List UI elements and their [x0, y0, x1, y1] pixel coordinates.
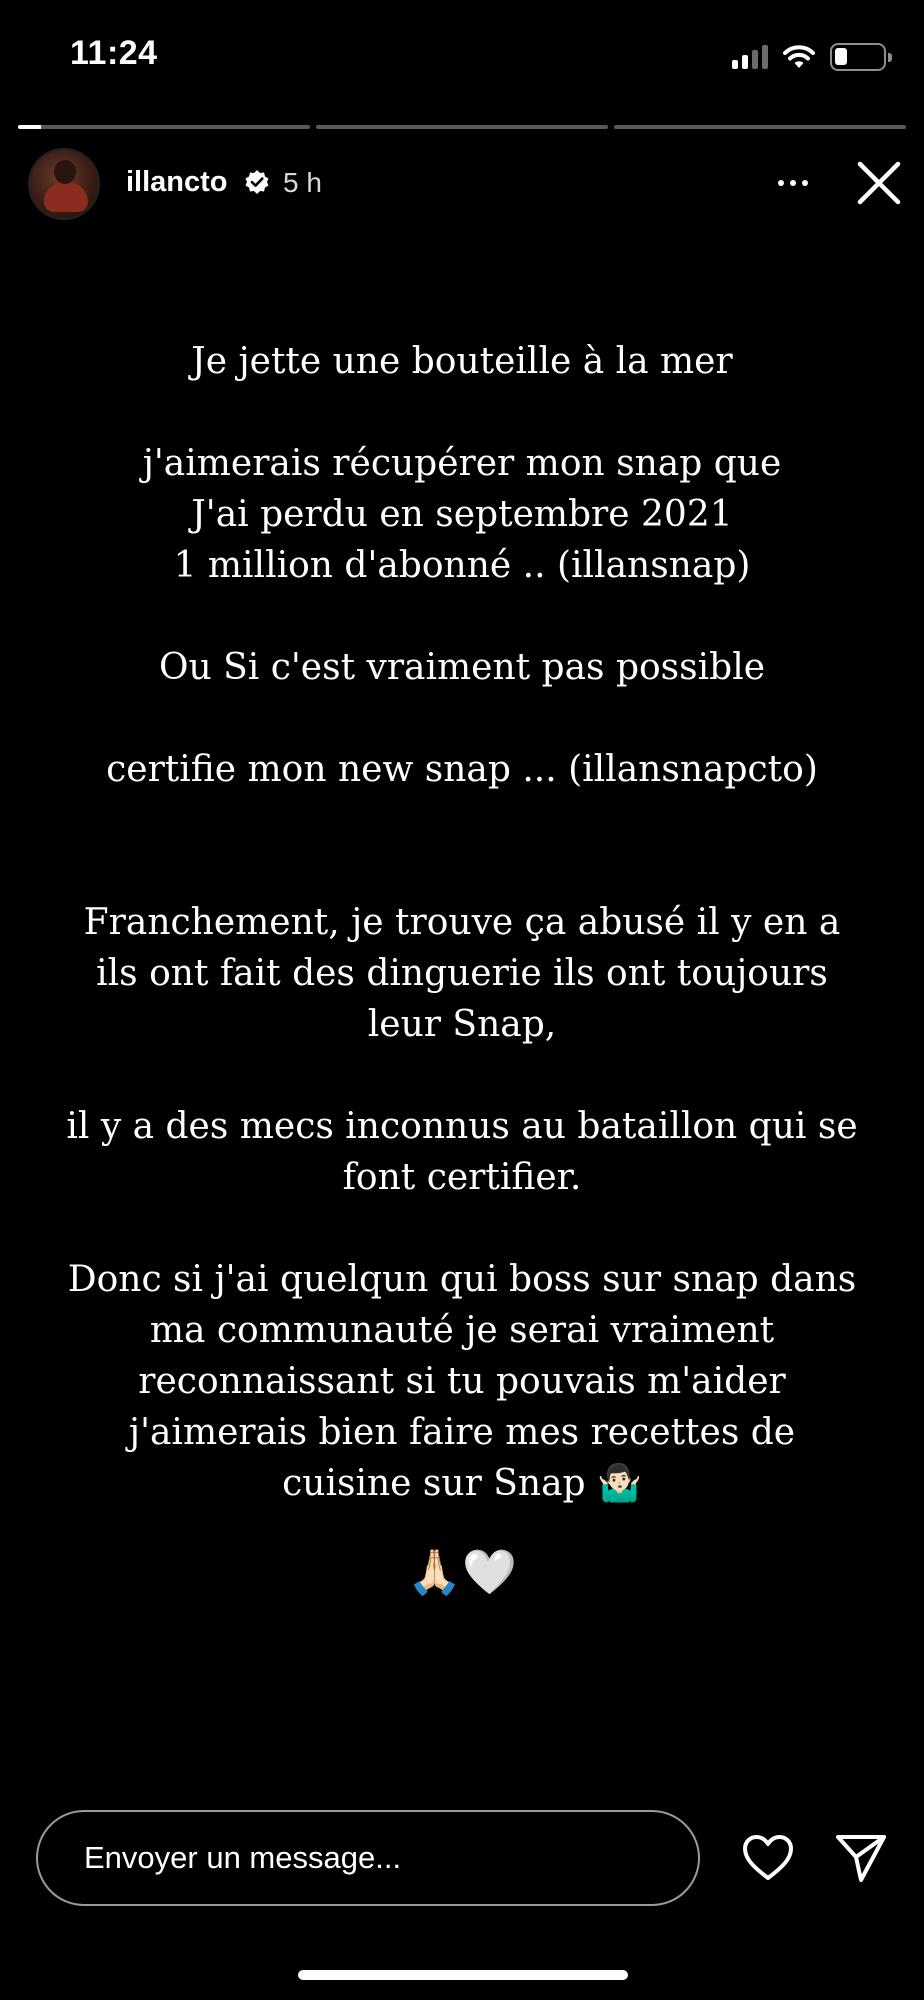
- post-time: 5 h: [283, 167, 322, 198]
- story-progress-bar: [18, 125, 906, 129]
- cellular-signal-icon: [732, 45, 768, 69]
- story-paragraph-7-text: Donc si j'ai quelqun qui boss sur snap dans ma communauté je serai vraiment reconnaissant si tu pouvais m'aider j'aimerais bien faire mes recettes de cuisine sur Snap: [67, 1259, 857, 1504]
- more-dots-icon: [778, 180, 784, 186]
- home-indicator[interactable]: [298, 1970, 628, 1980]
- avatar[interactable]: [28, 148, 100, 220]
- story-paragraph-5: Franchement, je trouve ça abusé il y en a ils ont fait des dinguerie ils ont toujours leur Snap,: [83, 902, 841, 1045]
- more-options-button[interactable]: [768, 163, 818, 203]
- heart-icon[interactable]: [742, 1834, 794, 1882]
- shrug-emoji: 🤷🏻‍♂️: [597, 1463, 642, 1504]
- status-bar: [0, 0, 924, 110]
- send-icon[interactable]: [834, 1832, 888, 1884]
- story-paragraph-7: [40, 1254, 884, 1509]
- progress-segment: [316, 125, 608, 129]
- status-icons: [732, 40, 886, 74]
- wifi-icon: [782, 44, 816, 70]
- story-paragraph-6: il y a des mecs inconnus au bataillon qui se font certifier.: [66, 1106, 858, 1198]
- message-placeholder: Envoyer un message...: [84, 1840, 402, 1875]
- battery-icon: [830, 43, 886, 71]
- story-text: [40, 336, 884, 1598]
- story-line-1: Je jette une bouteille à la mer: [191, 341, 733, 382]
- progress-segment: [18, 125, 310, 129]
- progress-segment: [614, 125, 906, 129]
- progress-segment-fill: [18, 125, 41, 129]
- verified-badge-icon: [244, 169, 270, 195]
- message-input[interactable]: [36, 1810, 700, 1906]
- story-paragraph-3: Ou Si c'est vraiment pas possible: [158, 647, 766, 688]
- story-header: [0, 145, 924, 225]
- close-icon[interactable]: [852, 156, 906, 210]
- story-paragraph-2: j'aimerais récupérer mon snap que J'ai perdu en septembre 2021 1 million d'abonné .. (illansnap): [142, 443, 782, 586]
- battery-level: [835, 48, 847, 65]
- emoji-line: 🙏🏻🤍: [407, 1547, 517, 1598]
- story-paragraph-4: certifie mon new snap ... (illansnapcto): [106, 749, 818, 790]
- status-time: 11:24: [70, 34, 158, 72]
- username[interactable]: illancto: [126, 166, 228, 198]
